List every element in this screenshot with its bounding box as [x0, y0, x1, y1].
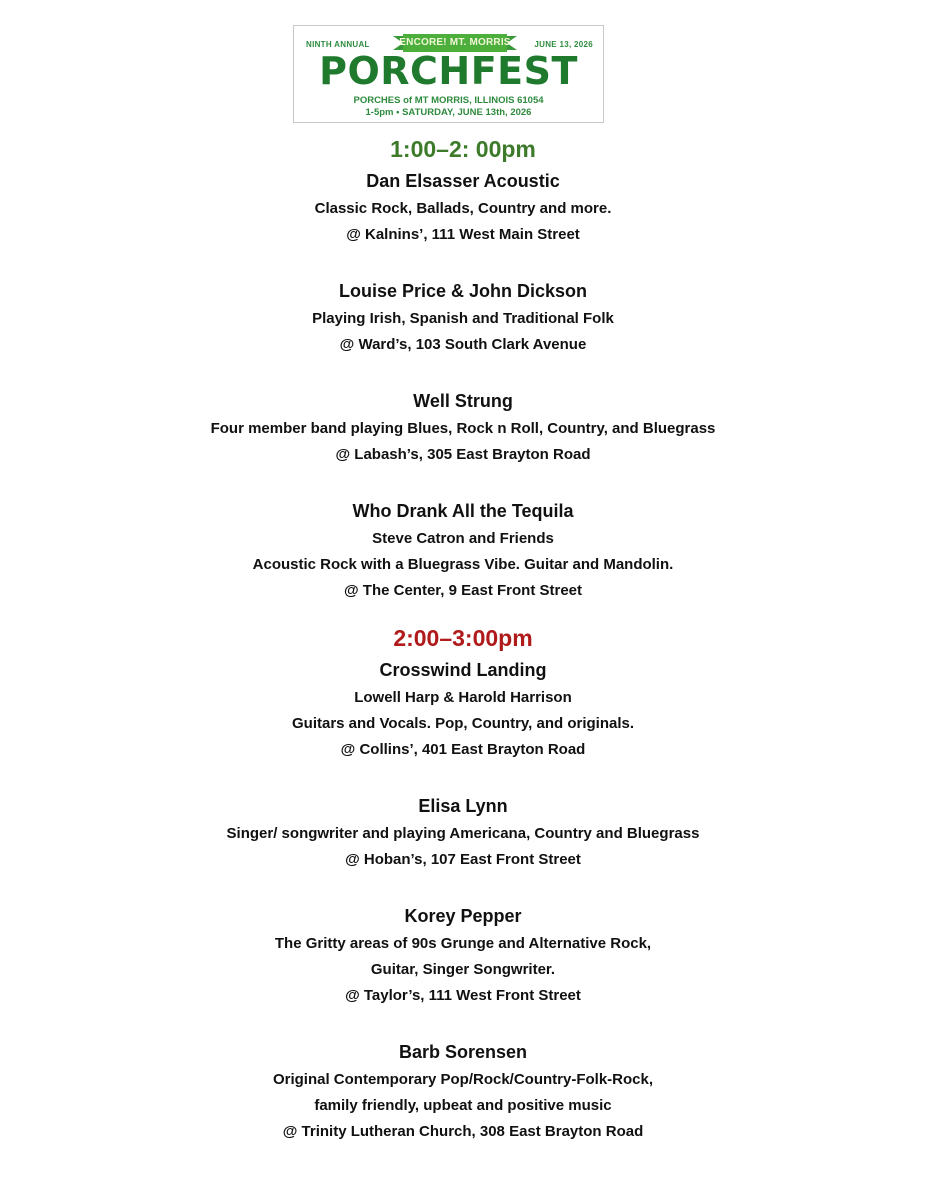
- act-location: @ Taylor’s, 111 West Front Street: [345, 987, 581, 1004]
- act-name: Who Drank All the Tequila: [352, 501, 574, 521]
- act-description: Playing Irish, Spanish and Traditional Folk: [312, 310, 614, 327]
- logo-date-text: JUNE 13, 2026: [534, 40, 593, 49]
- act-description: Guitar, Singer Songwriter.: [370, 961, 556, 978]
- logo-title: PORCHFEST: [319, 49, 578, 93]
- porchfest-logo: [293, 25, 604, 123]
- act-name: Well Strung: [413, 391, 513, 411]
- logo-location-line: PORCHES of MT MORRIS, ILLINOIS 61054: [353, 95, 544, 106]
- act-entry: [0, 166, 926, 248]
- logo-time-line: 1-5pm • SATURDAY, JUNE 13th, 2026: [365, 107, 532, 118]
- act-location: @ Hoban’s, 107 East Front Street: [345, 851, 581, 868]
- act-name: Crosswind Landing: [379, 660, 547, 680]
- act-location: @ Trinity Lutheran Church, 308 East Brayton Road: [282, 1123, 644, 1140]
- act-description: Classic Rock, Ballads, Country and more.: [314, 200, 612, 217]
- act-description: Four member band playing Blues, Rock n Roll, Country, and Bluegrass: [210, 420, 716, 437]
- act-description: Guitars and Vocals. Pop, Country, and originals.: [292, 715, 634, 732]
- logo-edition-text: NINTH ANNUAL: [306, 40, 370, 49]
- act-name: Elisa Lynn: [418, 796, 508, 816]
- act-description: Singer/ songwriter and playing Americana, Country and Bluegrass: [226, 825, 700, 842]
- time-slot-heading: 2:00–3:00pm: [393, 625, 533, 651]
- time-slot-heading: 1:00–2: 00pm: [390, 136, 536, 162]
- act-entry: [0, 276, 926, 358]
- act-location: @ The Center, 9 East Front Street: [343, 582, 582, 599]
- act-entry: [0, 901, 926, 1009]
- act-name: Korey Pepper: [404, 906, 522, 926]
- act-location: @ Kalnins’, 111 West Main Street: [346, 226, 580, 243]
- act-entry: [0, 386, 926, 468]
- schedule: [0, 132, 926, 1145]
- act-name: Dan Elsasser Acoustic: [366, 171, 560, 191]
- act-entry: [0, 496, 926, 604]
- act-entry: [0, 655, 926, 763]
- act-description: The Gritty areas of 90s Grunge and Alternative Rock,: [274, 935, 652, 952]
- time-slot: [0, 132, 926, 604]
- act-name: Louise Price & John Dickson: [338, 281, 588, 301]
- act-members: Lowell Harp & Harold Harrison: [354, 689, 572, 706]
- logo-ribbon-text: ENCORE! MT. MORRIS: [399, 37, 511, 48]
- act-description: family friendly, upbeat and positive music: [314, 1097, 612, 1114]
- act-entry: [0, 1037, 926, 1145]
- act-name: Barb Sorensen: [398, 1042, 528, 1062]
- act-entry: [0, 791, 926, 873]
- act-location: @ Labash’s, 305 East Brayton Road: [335, 446, 591, 463]
- act-description: Acoustic Rock with a Bluegrass Vibe. Guitar and Mandolin.: [252, 556, 674, 573]
- act-members: Steve Catron and Friends: [372, 530, 554, 547]
- time-slot: [0, 621, 926, 1145]
- act-location: @ Ward’s, 103 South Clark Avenue: [339, 336, 587, 353]
- act-description: Original Contemporary Pop/Rock/Country-Folk-Rock,: [272, 1071, 654, 1088]
- act-location: @ Collins’, 401 East Brayton Road: [340, 741, 586, 758]
